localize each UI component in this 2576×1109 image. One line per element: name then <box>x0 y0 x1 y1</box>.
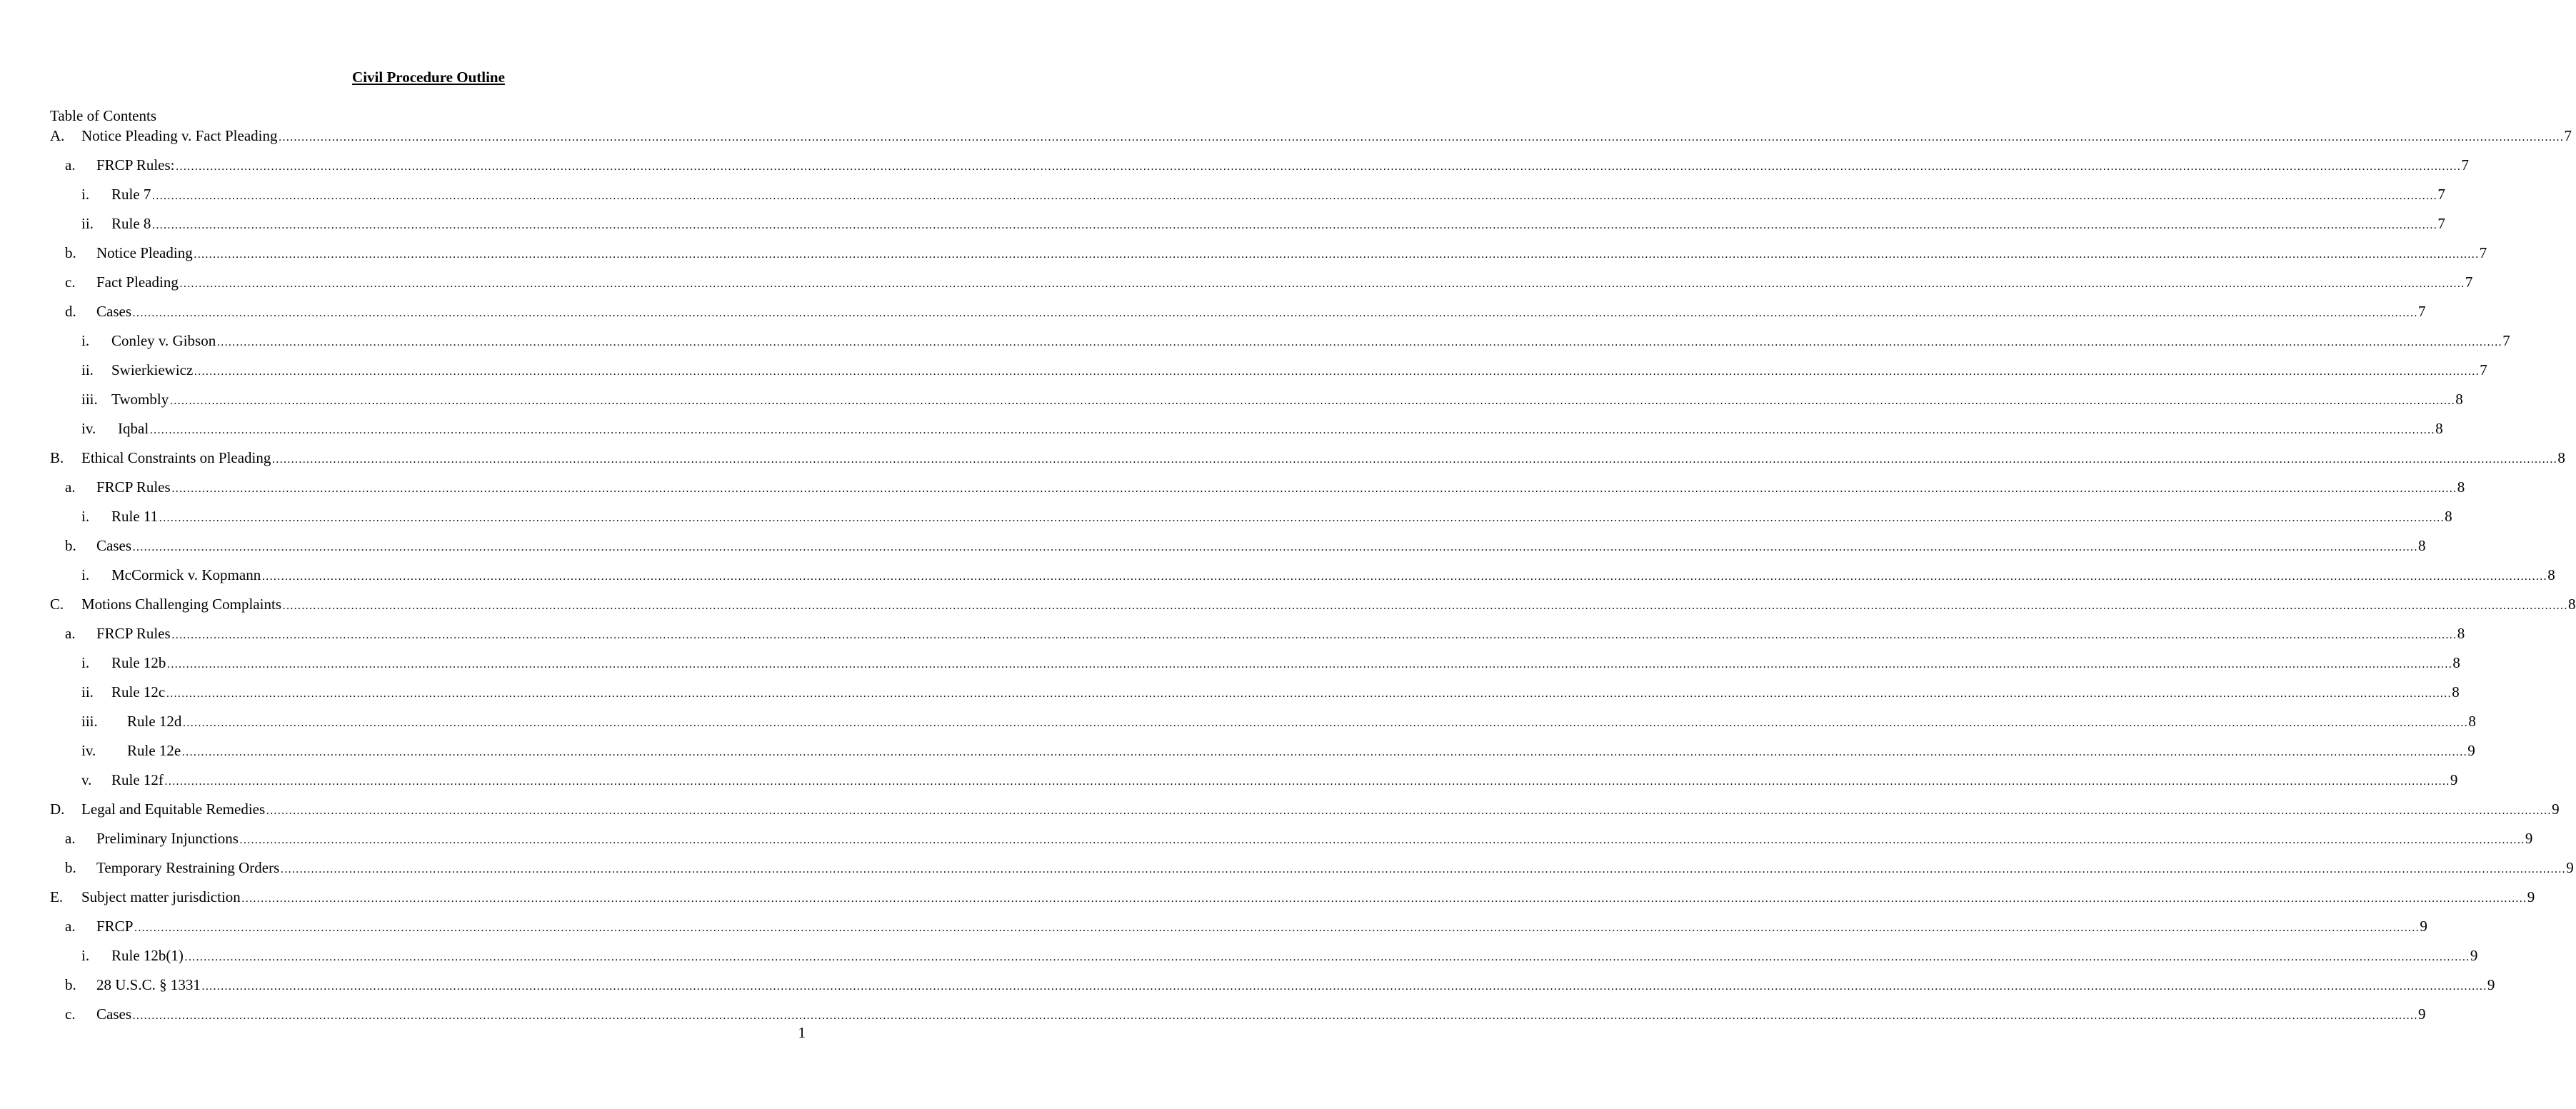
toc-dot-leader: …………………………………………………………………………………………………………………………………………………………………………………………………………………………………………………………………………………………………………………………………………………………………………………………………………………………………………………………………………………………………………………………………………………… <box>151 190 2437 202</box>
toc-entry-number: d. <box>65 303 76 320</box>
toc-entry[interactable] <box>50 126 2572 146</box>
toc-entry[interactable] <box>81 770 2458 790</box>
toc-entry-title: Rule 12c <box>111 683 166 701</box>
toc-entry-title: Subject matter jurisdiction <box>81 888 241 905</box>
toc-entry[interactable] <box>65 243 2487 263</box>
toc-entry-title: Cases <box>96 303 131 320</box>
page-number: 1 <box>798 1024 806 1041</box>
toc-entry-title: Swierkiewicz <box>111 361 194 378</box>
toc-entry[interactable] <box>65 301 2426 321</box>
toc-entry-number: a. <box>65 478 76 496</box>
toc-entry-page: 8 <box>2457 478 2465 496</box>
toc-entry-number: i. <box>81 654 90 671</box>
toc-dot-leader: …………………………………………………………………………………………………………………………………………………………………………………………………………………………………………………………………………………………………………………………………………………………………………………………………………………………………………………………………………………………………………………………………………………… <box>134 922 2420 934</box>
toc-entry[interactable] <box>81 945 2478 965</box>
toc-entry[interactable] <box>81 214 2445 234</box>
toc-entry-title: Motions Challenging Complaints <box>81 596 282 613</box>
toc-entry-title: Preliminary Injunctions <box>96 830 239 847</box>
toc-dot-leader: …………………………………………………………………………………………………………………………………………………………………………………………………………………………………………………………………………………………………………………………………………………………………………………………………………………………………………………………………………………………………………………………………………………… <box>132 541 2417 553</box>
toc-entry-page: 9 <box>2420 918 2427 935</box>
toc-entry-title: FRCP Rules: <box>96 156 175 174</box>
toc-entry-title: Rule 7 <box>111 186 151 203</box>
toc-entry-title: Rule 12b <box>111 654 166 671</box>
toc-entry-page: 7 <box>2480 361 2487 378</box>
toc-entry-number: v. <box>81 771 92 788</box>
toc-entry-number: iv. <box>81 420 96 437</box>
toc-entry[interactable] <box>50 448 2565 468</box>
toc-dot-leader: …………………………………………………………………………………………………………………………………………………………………………………………………………………………………………………………………………………………………………………………………………………………………………………………………………………………………………………………………………………………………………………………………………………… <box>282 600 2568 612</box>
toc-entry-page: 9 <box>2566 859 2574 876</box>
toc-entry-number: c. <box>65 1005 76 1023</box>
toc-entry[interactable] <box>81 653 2460 673</box>
toc-dot-leader: …………………………………………………………………………………………………………………………………………………………………………………………………………………………………………………………………………………………………………………………………………………………………………………………………………………………………………………………………………………………………………………………………………………… <box>166 658 2452 671</box>
toc-entry[interactable] <box>81 711 2476 731</box>
toc-entry-page: 7 <box>2502 332 2510 349</box>
toc-entry-page: 8 <box>2468 713 2476 730</box>
toc-dot-leader: …………………………………………………………………………………………………………………………………………………………………………………………………………………………………………………………………………………………………………………………………………………………………………………………………………………………………………………………………………………………………………………………………………………… <box>266 805 2552 817</box>
toc-entry-number: i. <box>81 566 90 583</box>
toc-entry-title: Cases <box>96 537 131 554</box>
toc-entry-number: i. <box>81 186 90 203</box>
toc-entry-page: 8 <box>2457 625 2465 642</box>
toc-entry-title: Rule 12e <box>127 742 181 759</box>
document-title: Civil Procedure Outline <box>352 69 505 86</box>
toc-entry[interactable] <box>50 799 2560 819</box>
toc-entry-page: 8 <box>2452 683 2460 701</box>
toc-dot-leader: …………………………………………………………………………………………………………………………………………………………………………………………………………………………………………………………………………………………………………………………………………………………………………………………………………………………………………………………………………………………………………………………………………………… <box>182 717 2468 729</box>
toc-entry[interactable] <box>81 184 2445 204</box>
toc-entry-number: ii. <box>81 215 94 232</box>
toc-dot-leader: …………………………………………………………………………………………………………………………………………………………………………………………………………………………………………………………………………………………………………………………………………………………………………………………………………………………………………………………………………………………………………………………………………………… <box>151 219 2437 231</box>
toc-entry-number: i. <box>81 332 90 349</box>
toc-entry-page: 9 <box>2487 976 2495 993</box>
toc-entry-page: 7 <box>2564 127 2572 144</box>
toc-entry-number: a. <box>65 625 76 642</box>
toc-entry-page: 8 <box>2557 449 2565 466</box>
toc-entry-number: B. <box>50 449 64 466</box>
toc-entry-number: E. <box>50 888 64 905</box>
toc-dot-leader: …………………………………………………………………………………………………………………………………………………………………………………………………………………………………………………………………………………………………………………………………………………………………………………………………………………………………………………………………………………………………………………………………………………… <box>179 278 2465 290</box>
toc-entry-number: b. <box>65 859 76 876</box>
toc-entry-number: ii. <box>81 683 94 701</box>
toc-entry-title: Cases <box>96 1005 131 1023</box>
toc-entry-title: Rule 8 <box>111 215 151 232</box>
toc-entry-title: Rule 11 <box>111 508 159 525</box>
toc-entry-page: 8 <box>2435 420 2443 437</box>
toc-dot-leader: …………………………………………………………………………………………………………………………………………………………………………………………………………………………………………………………………………………………………………………………………………………………………………………………………………………………………………………………………………………………………………………………………………………… <box>171 629 2457 641</box>
toc-dot-leader: …………………………………………………………………………………………………………………………………………………………………………………………………………………………………………………………………………………………………………………………………………………………………………………………………………………………………………………………………………………………………………………………………………………… <box>171 483 2457 495</box>
toc-dot-leader: …………………………………………………………………………………………………………………………………………………………………………………………………………………………………………………………………………………………………………………………………………………………………………………………………………………………………………………………………………………………………………………………………………………… <box>194 366 2480 378</box>
toc-entry[interactable] <box>81 389 2463 409</box>
toc-entry-number: b. <box>65 976 76 993</box>
toc-entry-number: iii. <box>81 713 98 730</box>
toc-entry-title: Notice Pleading v. Fact Pleading <box>81 127 278 144</box>
toc-entry-page: 9 <box>2552 801 2560 818</box>
toc-entry-number: c. <box>65 274 76 291</box>
toc-entry[interactable] <box>65 155 2470 175</box>
toc-dot-leader: …………………………………………………………………………………………………………………………………………………………………………………………………………………………………………………………………………………………………………………………………………………………………………………………………………………………………………………………………………………………………………………………………………………… <box>132 307 2417 319</box>
toc-entry[interactable] <box>81 565 2555 585</box>
toc-dot-leader: …………………………………………………………………………………………………………………………………………………………………………………………………………………………………………………………………………………………………………………………………………………………………………………………………………………………………………………………………………………………………………………………………………………… <box>132 1010 2417 1022</box>
toc-entry-page: 7 <box>2437 186 2445 203</box>
toc-entry-title: FRCP Rules <box>96 478 171 496</box>
toc-entry-page: 8 <box>2418 537 2426 554</box>
toc-entry-page: 9 <box>2525 830 2533 847</box>
toc-dot-leader: …………………………………………………………………………………………………………………………………………………………………………………………………………………………………………………………………………………………………………………………………………………………………………………………………………………………………………………………………………………………………………………………………………………… <box>149 424 2435 436</box>
toc-entry-page: 9 <box>2450 771 2458 788</box>
toc-dot-leader: …………………………………………………………………………………………………………………………………………………………………………………………………………………………………………………………………………………………………………………………………………………………………………………………………………………………………………………………………………………………………………………………………………………… <box>278 131 2564 144</box>
toc-entry-number: ii. <box>81 361 94 378</box>
toc-dot-leader: …………………………………………………………………………………………………………………………………………………………………………………………………………………………………………………………………………………………………………………………………………………………………………………………………………………………………………………………………………………………………………………………………………………… <box>166 688 2452 700</box>
toc-entry-page: 9 <box>2470 947 2478 964</box>
toc-entry-page: 8 <box>2452 654 2460 671</box>
toc-entry-title: Conley v. Gibson <box>111 332 216 349</box>
toc-dot-leader: …………………………………………………………………………………………………………………………………………………………………………………………………………………………………………………………………………………………………………………………………………………………………………………………………………………………………………………………………………………………………………………………………………………… <box>175 161 2461 173</box>
toc-entry[interactable] <box>65 858 2574 878</box>
toc-entry-title: Notice Pleading <box>96 244 193 261</box>
toc-entry-number: a. <box>65 156 76 174</box>
toc-entry-title: Legal and Equitable Remedies <box>81 801 266 818</box>
toc-entry-page: 8 <box>2455 391 2463 408</box>
toc-entry-title: Rule 12f <box>111 771 164 788</box>
toc-entry[interactable] <box>81 418 2443 438</box>
toc-entry-title: Ethical Constraints on Pleading <box>81 449 271 466</box>
toc-entry-page: 8 <box>2445 508 2452 525</box>
toc-entry-number: A. <box>50 127 65 144</box>
toc-entry[interactable] <box>50 594 2576 614</box>
toc-entry-number: b. <box>65 537 76 554</box>
toc-entry-page: 9 <box>2467 742 2475 759</box>
toc-entry-number: i. <box>81 508 90 525</box>
toc-dot-leader: …………………………………………………………………………………………………………………………………………………………………………………………………………………………………………………………………………………………………………………………………………………………………………………………………………………………………………………………………………………………………………………………………………………… <box>280 863 2566 875</box>
toc-dot-leader: …………………………………………………………………………………………………………………………………………………………………………………………………………………………………………………………………………………………………………………………………………………………………………………………………………………………………………………………………………………………………………………………………………………… <box>164 776 2450 788</box>
toc-entry-page: 7 <box>2461 156 2470 174</box>
toc-entry-title: Temporary Restraining Orders <box>96 859 280 876</box>
toc-dot-leader: …………………………………………………………………………………………………………………………………………………………………………………………………………………………………………………………………………………………………………………………………………………………………………………………………………………………………………………………………………………………………………………………………………………… <box>159 512 2445 524</box>
toc-entry[interactable] <box>81 506 2452 526</box>
toc-entry-page: 7 <box>2437 215 2445 232</box>
toc-dot-leader: …………………………………………………………………………………………………………………………………………………………………………………………………………………………………………………………………………………………………………………………………………………………………………………………………………………………………………………………………………………………………………………………………………………… <box>216 336 2502 348</box>
toc-entry-title: Twombly <box>111 391 169 408</box>
toc-dot-leader: …………………………………………………………………………………………………………………………………………………………………………………………………………………………………………………………………………………………………………………………………………………………………………………………………………………………………………………………………………………………………………………………………………………… <box>271 453 2557 466</box>
toc-entry-page: 7 <box>2418 303 2426 320</box>
toc-entry[interactable] <box>81 331 2510 351</box>
toc-entry[interactable] <box>81 741 2475 761</box>
toc-entry-number: i. <box>81 947 90 964</box>
toc-entry-title: Fact Pleading <box>96 274 179 291</box>
toc-entry-number: iv. <box>81 742 96 759</box>
toc-entry[interactable] <box>65 536 2426 556</box>
toc-entry-page: 7 <box>2479 244 2487 261</box>
toc-entry-title: 28 U.S.C. § 1331 <box>96 976 201 993</box>
toc-entry-page: 9 <box>2418 1005 2426 1023</box>
toc-entry-page: 8 <box>2547 566 2555 583</box>
toc-entry[interactable] <box>65 272 2473 292</box>
toc-entry[interactable] <box>65 975 2495 995</box>
toc-heading: Table of Contents <box>50 107 156 124</box>
toc-entry[interactable] <box>81 360 2487 380</box>
toc-entry-title: Rule 12b(1) <box>111 947 184 964</box>
toc-entry-title: Iqbal <box>118 420 149 437</box>
toc-entry-number: a. <box>65 830 76 847</box>
toc-dot-leader: …………………………………………………………………………………………………………………………………………………………………………………………………………………………………………………………………………………………………………………………………………………………………………………………………………………………………………………………………………………………………………………………………………………… <box>184 951 2470 963</box>
toc-entry-title: FRCP Rules <box>96 625 171 642</box>
toc-entry-title: FRCP <box>96 918 134 935</box>
toc-entry-title: McCormick v. Kopmann <box>111 566 261 583</box>
toc-entry[interactable] <box>65 916 2427 936</box>
toc-dot-leader: …………………………………………………………………………………………………………………………………………………………………………………………………………………………………………………………………………………………………………………………………………………………………………………………………………………………………………………………………………………………………………………………………………………… <box>261 571 2547 583</box>
toc-dot-leader: …………………………………………………………………………………………………………………………………………………………………………………………………………………………………………………………………………………………………………………………………………………………………………………………………………………………………………………………………………………………………………………………………………………… <box>169 395 2455 407</box>
toc-dot-leader: …………………………………………………………………………………………………………………………………………………………………………………………………………………………………………………………………………………………………………………………………………………………………………………………………………………………………………………………………………………………………………………………………………………… <box>181 746 2467 758</box>
toc-dot-leader: …………………………………………………………………………………………………………………………………………………………………………………………………………………………………………………………………………………………………………………………………………………………………………………………………………………………………………………………………………………………………………………………………………………… <box>193 249 2479 261</box>
toc-entry[interactable] <box>65 477 2465 497</box>
toc-entry-number: D. <box>50 801 65 818</box>
toc-entry-number: b. <box>65 244 76 261</box>
toc-entry[interactable] <box>81 682 2460 702</box>
toc-dot-leader: …………………………………………………………………………………………………………………………………………………………………………………………………………………………………………………………………………………………………………………………………………………………………………………………………………………………………………………………………………………………………………………………………………………… <box>201 980 2487 993</box>
toc-entry[interactable] <box>50 887 2535 907</box>
toc-entry-page: 7 <box>2465 274 2473 291</box>
toc-entry-number: a. <box>65 918 76 935</box>
toc-entry[interactable] <box>65 623 2465 643</box>
toc-entry[interactable] <box>65 1004 2426 1024</box>
toc-dot-leader: …………………………………………………………………………………………………………………………………………………………………………………………………………………………………………………………………………………………………………………………………………………………………………………………………………………………………………………………………………………………………………………………………………………… <box>241 893 2527 905</box>
toc-entry-title: Rule 12d <box>127 713 182 730</box>
toc-entry-number: iii. <box>81 391 98 408</box>
toc-dot-leader: …………………………………………………………………………………………………………………………………………………………………………………………………………………………………………………………………………………………………………………………………………………………………………………………………………………………………………………………………………………………………………………………………………………… <box>239 834 2525 846</box>
toc-entry-page: 9 <box>2527 888 2535 905</box>
toc-entry-number: C. <box>50 596 64 613</box>
toc-entry-page: 8 <box>2568 596 2576 613</box>
toc-entry[interactable] <box>65 828 2533 848</box>
